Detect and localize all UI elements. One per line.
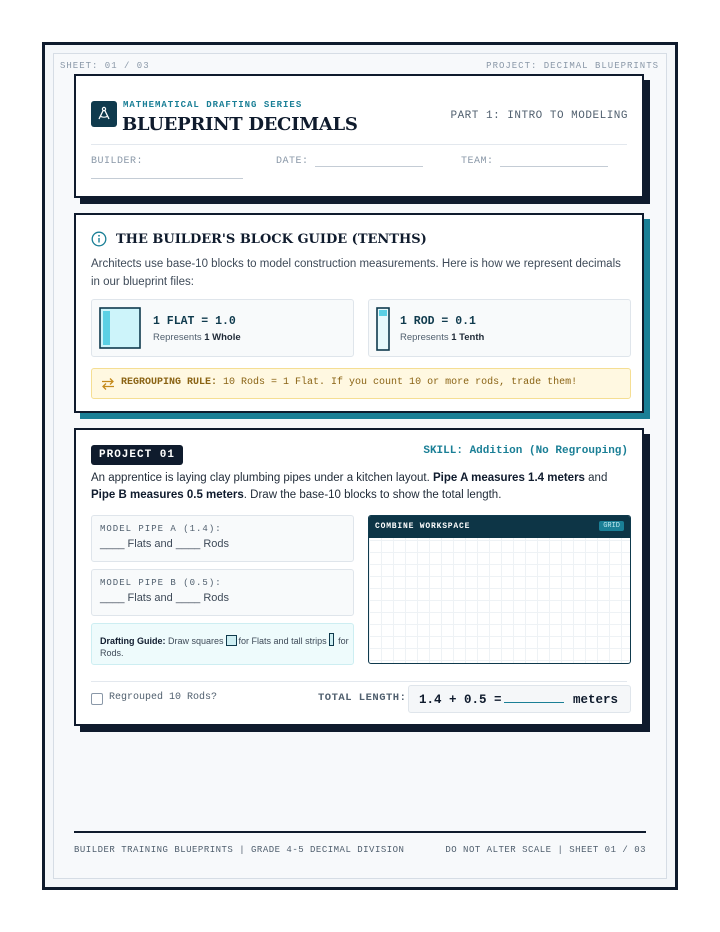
regrouped-label: Regrouped 10 Rods?	[109, 692, 218, 703]
flat-equation: 1 FLAT = 1.0	[153, 315, 236, 328]
series-label: MATHEMATICAL DRAFTING SERIES	[123, 100, 303, 110]
footer-rule	[74, 831, 646, 833]
regrouping-rule-box	[91, 368, 631, 399]
compass-icon	[91, 101, 117, 127]
project-divider	[91, 681, 627, 682]
project-prompt: An apprentice is laying clay plumbing pipes under a kitchen layout. Pipe A measures 1.4 meters and Pipe B measures 0.5 meters. Draw the base-10 blocks to show the total length.	[91, 472, 608, 501]
drafting-guide-box	[91, 623, 354, 665]
rod-block-icon	[376, 307, 390, 351]
skill-label: SKILL: Addition (No Regrouping)	[423, 445, 628, 457]
header-card	[74, 74, 644, 198]
builder-line	[91, 178, 243, 179]
combine-workspace[interactable]	[368, 515, 631, 664]
date-line	[315, 166, 423, 167]
workspace-grid-tag: GRID	[599, 521, 624, 531]
footer-right: DO NOT ALTER SCALE | SHEET 01 / 03	[445, 845, 646, 855]
drafting-guide-text: Drafting Guide: Draw squares for Flats and tall strips for Rods.	[100, 633, 350, 659]
rod-strip-icon	[329, 633, 334, 646]
builder-label: BUILDER:	[91, 156, 144, 167]
info-icon	[91, 231, 107, 247]
total-length-box[interactable]	[408, 685, 631, 713]
team-label: TEAM:	[461, 156, 494, 167]
rod-block-card	[368, 299, 631, 357]
footer-left: BUILDER TRAINING BLUEPRINTS | GRADE 4-5 DECIMAL DIVISION	[74, 845, 405, 855]
total-length-label: TOTAL LENGTH:	[318, 692, 407, 704]
page-title: BLUEPRINT DECIMALS	[122, 114, 358, 135]
model-pipe-a-label: MODEL PIPE A (1.4):	[100, 524, 222, 534]
model-pipe-a-answer[interactable]: ____ Flats and ____ Rods	[100, 538, 230, 550]
model-pipe-b-box[interactable]	[91, 569, 354, 616]
date-label: DATE:	[276, 156, 309, 167]
builder-field[interactable]	[91, 156, 143, 167]
header-divider	[91, 144, 627, 145]
total-equation: 1.4 + 0.5 = meters	[419, 693, 619, 707]
guide-title: THE BUILDER'S BLOCK GUIDE (TENTHS)	[116, 232, 427, 247]
regrouping-rule-text: REGROUPING RULE: 10 Rods = 1 Flat. If you count 10 or more rods, trade them!	[121, 377, 578, 388]
project-badge: PROJECT 01	[91, 445, 183, 465]
model-pipe-a-box[interactable]	[91, 515, 354, 562]
model-pipe-b-label: MODEL PIPE B (0.5):	[100, 578, 222, 588]
rod-description: Represents 1 Tenth	[400, 332, 485, 343]
flat-block-icon	[99, 307, 141, 349]
flat-description: Represents 1 Whole	[153, 332, 241, 343]
project-name: PROJECT: DECIMAL BLUEPRINTS	[486, 61, 659, 71]
project-card	[74, 428, 644, 726]
sheet-number: SHEET: 01 / 03	[60, 61, 150, 71]
model-pipe-b-answer[interactable]: ____ Flats and ____ Rods	[100, 592, 230, 604]
flat-square-icon	[226, 635, 237, 646]
rod-equation: 1 ROD = 0.1	[400, 315, 476, 328]
part-label: PART 1: INTRO TO MODELING	[450, 110, 628, 122]
team-field[interactable]	[461, 156, 608, 167]
guide-description: Architects use base-10 blocks to model construction measurements. Here is how we represent decimals in our blueprint files:	[91, 258, 621, 288]
regrouped-checkbox[interactable]	[91, 693, 103, 705]
swap-arrows-icon	[101, 377, 115, 391]
total-answer-blank[interactable]	[504, 702, 564, 703]
team-line	[500, 166, 608, 167]
workspace-title: COMBINE WORKSPACE	[375, 522, 471, 531]
date-field[interactable]	[276, 156, 423, 167]
flat-block-card	[91, 299, 354, 357]
block-guide-card	[74, 213, 644, 413]
